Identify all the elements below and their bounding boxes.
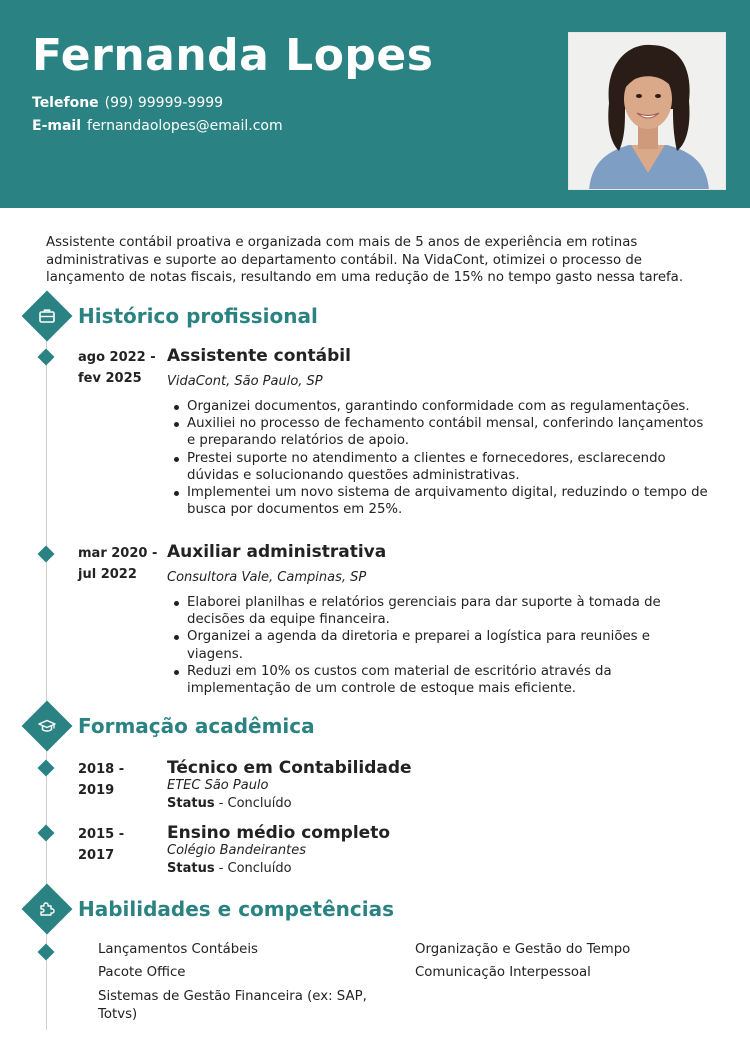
email-value: fernandaolopes@email.com xyxy=(87,118,283,134)
job-date xyxy=(78,347,162,389)
status-label: Status xyxy=(167,861,215,876)
education-date-end: 2019 xyxy=(78,783,115,798)
skill-item: Organização e Gestão do Tempo xyxy=(415,942,631,957)
email-label: E-mail xyxy=(32,118,82,134)
job-date-end: jul 2022 xyxy=(78,567,137,582)
header-banner xyxy=(0,0,750,208)
education-school: ETEC São Paulo xyxy=(167,778,269,793)
section-title-education: Formação acadêmica xyxy=(78,714,315,738)
job-bullet: Organizei a agenda da diretoria e preparei a logística para reuniões e viagens. xyxy=(169,628,709,662)
education-date xyxy=(78,759,162,801)
job-bullet: Implementei um novo sistema de arquivamento digital, reduzindo o tempo de busca por documentos em 25%. xyxy=(169,484,709,518)
job-bullet: Prestei suporte no atendimento a clientes e fornecedores, esclarecendo dúvidas e solucionando questões administrativas. xyxy=(169,450,709,484)
job-bullet-list xyxy=(169,594,709,697)
briefcase-icon xyxy=(22,291,73,342)
job-date-start: mar 2020 - xyxy=(78,546,158,561)
timeline-marker xyxy=(38,546,55,563)
education-school: Colégio Bandeirantes xyxy=(167,843,306,858)
job-bullet: Elaborei planilhas e relatórios gerenciais para dar suporte à tomada de decisões da equipe financeira. xyxy=(169,594,709,628)
education-date xyxy=(78,824,162,866)
education-date-start: 2015 - xyxy=(78,827,125,842)
skill-item: Comunicação Interpessoal xyxy=(415,965,591,980)
graduation-cap-icon xyxy=(22,701,73,752)
section-title-experience: Histórico profissional xyxy=(78,304,318,328)
section-title-skills: Habilidades e competências xyxy=(78,897,394,921)
job-company: Consultora Vale, Campinas, SP xyxy=(167,570,367,585)
job-title: Auxiliar administrativa xyxy=(167,542,387,562)
status-value: - Concluído xyxy=(214,796,292,811)
status-value: - Concluído xyxy=(214,861,292,876)
candidate-name: Fernanda Lopes xyxy=(32,30,434,81)
job-bullet: Organizei documentos, garantindo conformidade com as regulamentações. xyxy=(169,398,709,415)
timeline-marker xyxy=(38,760,55,777)
phone-line xyxy=(32,95,223,111)
job-date-end: fev 2025 xyxy=(78,371,142,386)
education-date-start: 2018 - xyxy=(78,762,125,777)
puzzle-icon xyxy=(22,884,73,935)
timeline-marker xyxy=(38,825,55,842)
professional-summary: Assistente contábil proativa e organizada com mais de 5 anos de experiência em rotinas administrativas e suporte ao departamento contábil. Na VidaCont, otimizei o processo de lançamento de notas fiscais, resultando em uma redução de 15% no tempo gasto nessa tarefa. xyxy=(46,235,684,285)
job-title: Assistente contábil xyxy=(167,346,351,366)
job-company: VidaCont, São Paulo, SP xyxy=(167,374,323,389)
education-degree: Ensino médio completo xyxy=(167,823,391,843)
phone-value: (99) 99999-9999 xyxy=(104,95,224,111)
skill-item: Pacote Office xyxy=(98,965,186,980)
education-date-end: 2017 xyxy=(78,848,115,863)
skill-item: Sistemas de Gestão Financeira (ex: SAP, Totvs) xyxy=(98,989,367,1022)
job-date xyxy=(78,543,162,585)
skill-item: Lançamentos Contábeis xyxy=(98,942,258,957)
timeline-marker xyxy=(38,944,55,961)
profile-photo xyxy=(568,32,726,190)
job-bullet-list xyxy=(169,398,709,518)
timeline-marker xyxy=(38,349,55,366)
education-status xyxy=(167,861,292,876)
job-bullet: Reduzi em 10% os custos com material de escritório através da implementação de um controle de estoque mais eficiente. xyxy=(169,663,709,697)
email-line xyxy=(32,118,283,134)
job-bullet: Auxiliei no processo de fechamento contábil mensal, conferindo lançamentos e preparando relatórios de apoio. xyxy=(169,415,709,449)
profile-photo-image xyxy=(569,33,726,190)
job-date-start: ago 2022 - xyxy=(78,350,156,365)
phone-label: Telefone xyxy=(32,95,99,111)
status-label: Status xyxy=(167,796,215,811)
education-status xyxy=(167,796,292,811)
education-degree: Técnico em Contabilidade xyxy=(167,758,412,778)
